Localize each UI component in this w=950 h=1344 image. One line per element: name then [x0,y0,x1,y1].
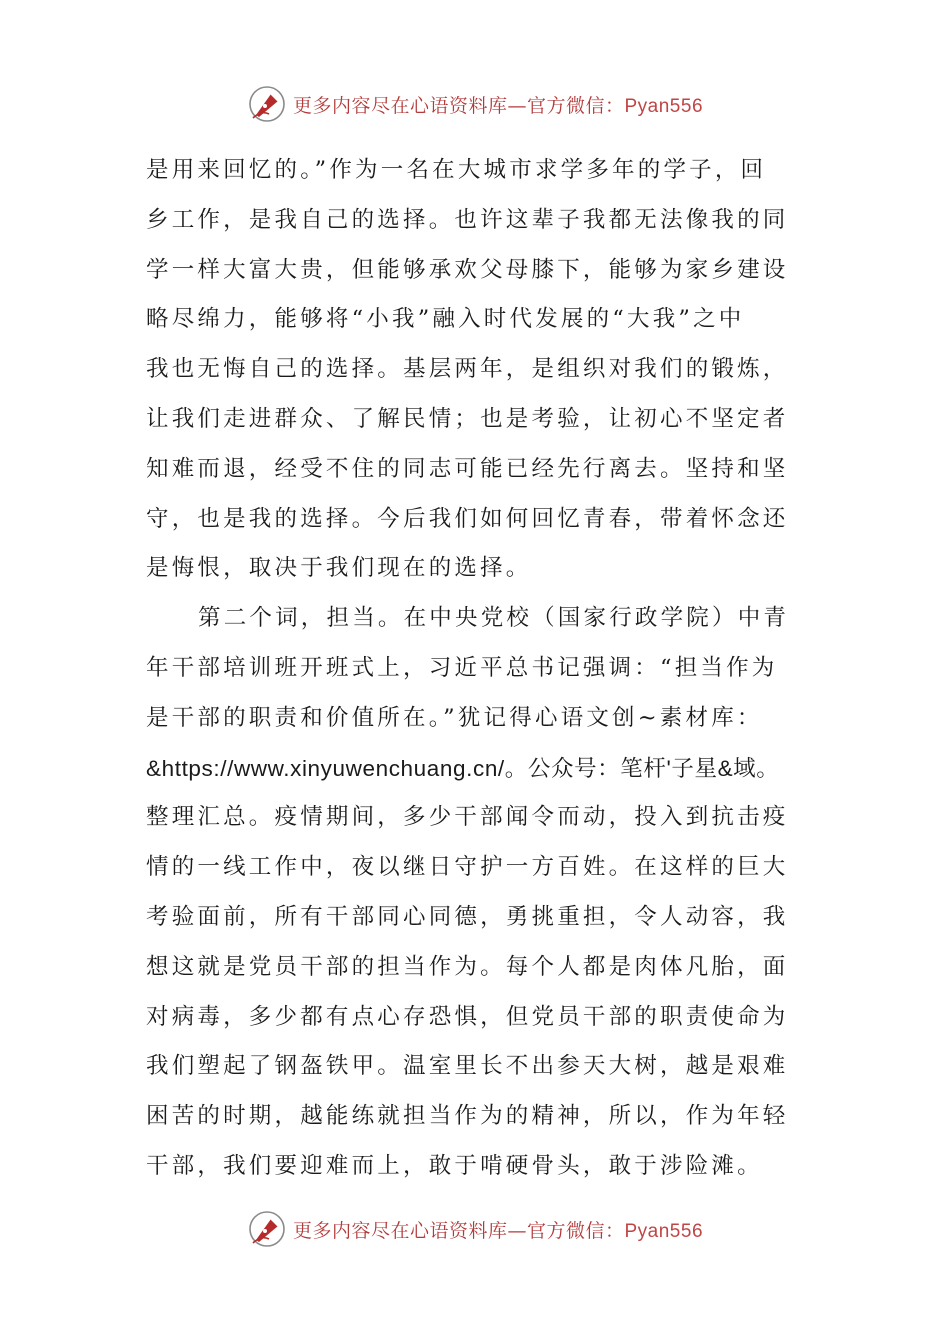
text-line: 略尽绵力，能够将“小我”融入时代发展的“大我”之中 [146,306,745,333]
wechat-id: Pyan556 [624,1220,704,1242]
text-line: 对病毒，多少都有点心存恐惧，但党员干部的职责使命为 [146,1003,789,1030]
text-line: 知难而退，经受不住的同志可能已经先行离去。坚持和坚 [146,455,789,482]
text-line: 乡工作，是我自己的选择。也许这辈子我都无法像我的同 [146,206,789,233]
text-line: 第二个词，担当。在中央党校（国家行政学院）中青 [198,605,790,632]
text-line: 我们塑起了钢盔铁甲。温室里长不出参天大树，越是艰难 [146,1053,789,1080]
footer-banner [0,1207,950,1251]
text-line: 整理汇总。疫情期间，多少干部闻令而动，投入到抗击疫 [146,804,789,831]
wechat-id: Pyan556 [624,95,704,117]
text-line: 是悔恨，取决于我们现在的选择。 [146,555,532,582]
pen-nib-icon [247,84,287,124]
paragraph [146,594,810,1192]
document-body [146,146,810,1192]
text-line: 守，也是我的选择。今后我们如何回忆青春，带着怀念还 [146,505,789,532]
text-line: 困苦的时期，越能练就担当作为的精神，所以，作为年轻 [146,1103,789,1130]
text-line: 年干部培训班开班式上，习近平总书记强调：“担当作为 [146,654,778,681]
text-line: 是用来回忆的。”作为一名在大城市求学多年的学子，回 [146,157,767,183]
text-line: 情的一线工作中，夜以继日守护一方百姓。在这样的巨大 [146,854,789,881]
text-line: 是干部的职责和价值所在。”犹记得心语文创~素材库： [146,704,763,731]
banner-text: 更多内容尽在心语资料库—官方微信：Pyan556 [292,1219,704,1242]
text-line: 让我们走进群众、了解民情；也是考验，让初心不坚定者 [146,405,789,432]
text-line: 学一样大富大贵，但能够承欢父母膝下，能够为家乡建设 [146,256,789,283]
text-line: 干部，我们要迎难而上，敢于啃硬骨头，敢于涉险滩。 [146,1152,763,1179]
pen-nib-icon [247,1209,287,1249]
text-line: 考验面前，所有干部同心同德，勇挑重担，令人动容，我 [146,903,789,930]
text-line-url: &https://www.xinyuwenchuang.cn/。公众号：笔杆'子星&域。 [146,755,780,781]
paragraph [146,146,810,594]
header-banner [0,82,950,126]
text-line: 想这就是党员干部的担当作为。每个人都是肉体凡胎，面 [146,953,789,980]
banner-text: 更多内容尽在心语资料库—官方微信：Pyan556 [292,94,704,117]
text-line: 我也无悔自己的选择。基层两年，是组织对我们的锻炼， [146,356,789,383]
